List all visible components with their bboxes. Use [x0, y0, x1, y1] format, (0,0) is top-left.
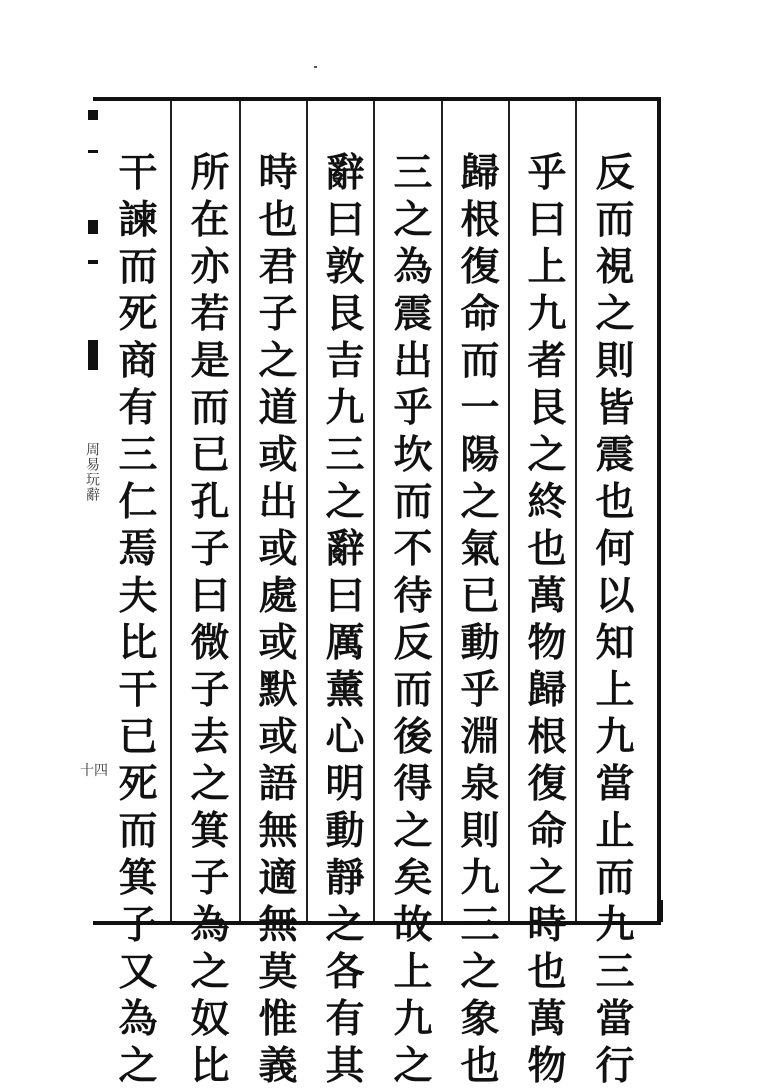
binding-edge-marks: [88, 110, 96, 410]
glyph: 之: [527, 432, 567, 478]
column-rule: [575, 101, 577, 921]
glyph: 而: [118, 244, 158, 290]
glyph: 之: [460, 949, 500, 995]
glyph: 辭: [325, 526, 365, 572]
glyph: 時: [527, 902, 567, 948]
glyph: 子: [190, 855, 230, 901]
glyph: 泉: [460, 761, 500, 807]
glyph: 莫: [258, 949, 298, 995]
glyph: 之: [190, 761, 230, 807]
glyph: 待: [393, 573, 433, 619]
glyph: 出: [258, 479, 298, 525]
text-column-7: [182, 150, 238, 1090]
glyph: 各: [325, 949, 365, 995]
glyph: 子: [118, 902, 158, 948]
glyph: 或: [258, 526, 298, 572]
glyph: 九: [595, 714, 635, 760]
text-column-3: [452, 150, 508, 1090]
glyph: 已: [118, 714, 158, 760]
glyph: 之: [393, 1043, 433, 1089]
glyph: 乎: [460, 667, 500, 713]
glyph: 焉: [118, 526, 158, 572]
glyph: 而: [460, 338, 500, 384]
glyph: 吉: [325, 338, 365, 384]
glyph: 一: [460, 385, 500, 431]
glyph: 之: [325, 479, 365, 525]
glyph: 也: [527, 949, 567, 995]
glyph: 之: [258, 338, 298, 384]
column-rule: [239, 101, 241, 921]
glyph: 之: [527, 855, 567, 901]
glyph: 明: [325, 761, 365, 807]
glyph: 死: [118, 761, 158, 807]
glyph: 而: [190, 385, 230, 431]
glyph: 當: [595, 761, 635, 807]
glyph: 之: [595, 291, 635, 337]
glyph: 也: [595, 479, 635, 525]
glyph: 物: [527, 1043, 567, 1089]
glyph: 而: [118, 808, 158, 854]
glyph: 歸: [460, 150, 500, 196]
glyph: 在: [190, 197, 230, 243]
glyph: 子: [190, 526, 230, 572]
glyph: 氣: [460, 526, 500, 572]
glyph: 也: [527, 526, 567, 572]
glyph: 反: [393, 620, 433, 666]
glyph: 薰: [325, 667, 365, 713]
glyph: 處: [258, 573, 298, 619]
glyph: 艮: [325, 291, 365, 337]
ink-speck: [314, 66, 317, 68]
glyph: 而: [393, 667, 433, 713]
glyph: 時: [258, 150, 298, 196]
glyph: 也: [460, 1043, 500, 1089]
glyph: 夫: [118, 573, 158, 619]
glyph: 之: [460, 479, 500, 525]
glyph: 後: [393, 714, 433, 760]
glyph: 乎: [527, 150, 567, 196]
glyph: 坎: [393, 432, 433, 478]
glyph: 默: [258, 667, 298, 713]
column-rule: [306, 101, 308, 921]
glyph: 而: [595, 855, 635, 901]
glyph: 義: [258, 1043, 298, 1089]
glyph: 心: [325, 714, 365, 760]
glyph: 則: [595, 338, 635, 384]
glyph: 之: [393, 197, 433, 243]
glyph: 或: [258, 432, 298, 478]
glyph: 萬: [527, 573, 567, 619]
margin-page-number: 十四: [80, 763, 108, 779]
glyph: 干: [118, 150, 158, 196]
text-column-4: [385, 150, 441, 1090]
glyph: 九: [325, 385, 365, 431]
glyph: 有: [118, 385, 158, 431]
glyph: 仁: [118, 479, 158, 525]
glyph: 辭: [325, 150, 365, 196]
glyph: 所: [190, 150, 230, 196]
glyph: 知: [595, 620, 635, 666]
glyph: 曰: [325, 197, 365, 243]
glyph: 命: [527, 808, 567, 854]
glyph: 萬: [527, 996, 567, 1042]
glyph: 之: [118, 1043, 158, 1089]
glyph: 君: [258, 244, 298, 290]
glyph: 有: [325, 996, 365, 1042]
glyph: 或: [258, 714, 298, 760]
glyph: 動: [460, 620, 500, 666]
glyph: 是: [190, 338, 230, 384]
glyph: 為: [393, 244, 433, 290]
glyph: 以: [595, 573, 635, 619]
glyph: 無: [258, 808, 298, 854]
glyph: 不: [393, 526, 433, 572]
column-rule: [373, 101, 375, 921]
glyph: 歸: [527, 667, 567, 713]
glyph: 無: [258, 902, 298, 948]
glyph: 得: [393, 761, 433, 807]
glyph: 出: [393, 338, 433, 384]
glyph: 矣: [393, 855, 433, 901]
glyph: 亦: [190, 244, 230, 290]
glyph: 根: [460, 197, 500, 243]
glyph: 乎: [393, 385, 433, 431]
glyph: 三: [595, 949, 635, 995]
glyph: 象: [460, 996, 500, 1042]
glyph: 當: [595, 996, 635, 1042]
column-rule: [441, 101, 443, 921]
glyph: 命: [460, 291, 500, 337]
text-column-1: [587, 150, 643, 1090]
glyph: 何: [595, 526, 635, 572]
glyph: 去: [190, 714, 230, 760]
glyph: 曰: [190, 573, 230, 619]
glyph: 陽: [460, 432, 500, 478]
glyph: 而: [595, 197, 635, 243]
glyph: 視: [595, 244, 635, 290]
glyph: 適: [258, 855, 298, 901]
glyph: 為: [190, 902, 230, 948]
text-column-5: [317, 150, 373, 1090]
glyph: 為: [118, 996, 158, 1042]
glyph: 淵: [460, 714, 500, 760]
glyph: 上: [527, 244, 567, 290]
glyph: 九: [460, 855, 500, 901]
glyph: 之: [393, 808, 433, 854]
glyph: 若: [190, 291, 230, 337]
glyph: 則: [460, 808, 500, 854]
glyph: 震: [393, 291, 433, 337]
glyph: 上: [595, 667, 635, 713]
glyph: 子: [190, 667, 230, 713]
glyph: 敦: [325, 244, 365, 290]
glyph: 上: [393, 949, 433, 995]
glyph: 死: [118, 291, 158, 337]
text-column-8: [110, 150, 166, 1090]
glyph: 終: [527, 479, 567, 525]
glyph: 箕: [118, 855, 158, 901]
glyph: 而: [393, 479, 433, 525]
glyph: 艮: [527, 385, 567, 431]
glyph: 微: [190, 620, 230, 666]
glyph: 也: [258, 197, 298, 243]
glyph: 諫: [118, 197, 158, 243]
glyph: 動: [325, 808, 365, 854]
glyph: 復: [527, 761, 567, 807]
margin-title: 周易玩辭: [84, 442, 100, 502]
column-rule: [508, 101, 510, 921]
glyph: 道: [258, 385, 298, 431]
glyph: 比: [190, 1043, 230, 1089]
frame-corner-mark: [659, 900, 663, 922]
glyph: 九: [595, 902, 635, 948]
glyph: 又: [118, 949, 158, 995]
glyph: 商: [118, 338, 158, 384]
glyph: 九: [393, 996, 433, 1042]
glyph: 三: [460, 902, 500, 948]
glyph: 者: [527, 338, 567, 384]
glyph: 靜: [325, 855, 365, 901]
glyph: 奴: [190, 996, 230, 1042]
glyph: 震: [595, 432, 635, 478]
glyph: 或: [258, 620, 298, 666]
text-column-6: [250, 150, 306, 1090]
glyph: 厲: [325, 620, 365, 666]
glyph: 其: [325, 1043, 365, 1089]
glyph: 已: [460, 573, 500, 619]
column-rule: [170, 101, 172, 921]
glyph: 箕: [190, 808, 230, 854]
glyph: 子: [258, 291, 298, 337]
glyph: 曰: [325, 573, 365, 619]
glyph: 比: [118, 620, 158, 666]
glyph: 皆: [595, 385, 635, 431]
glyph: 根: [527, 714, 567, 760]
glyph: 語: [258, 761, 298, 807]
glyph: 行: [595, 1043, 635, 1089]
glyph: 止: [595, 808, 635, 854]
glyph: 惟: [258, 996, 298, 1042]
glyph: 故: [393, 902, 433, 948]
glyph: 三: [393, 150, 433, 196]
glyph: 九: [527, 291, 567, 337]
glyph: 干: [118, 667, 158, 713]
glyph: 三: [118, 432, 158, 478]
glyph: 已: [190, 432, 230, 478]
glyph: 孔: [190, 479, 230, 525]
glyph: 曰: [527, 197, 567, 243]
glyph: 之: [190, 949, 230, 995]
text-column-2: [519, 150, 575, 1090]
glyph: 之: [325, 902, 365, 948]
glyph: 物: [527, 620, 567, 666]
glyph: 三: [325, 432, 365, 478]
glyph: 復: [460, 244, 500, 290]
glyph: 反: [595, 150, 635, 196]
